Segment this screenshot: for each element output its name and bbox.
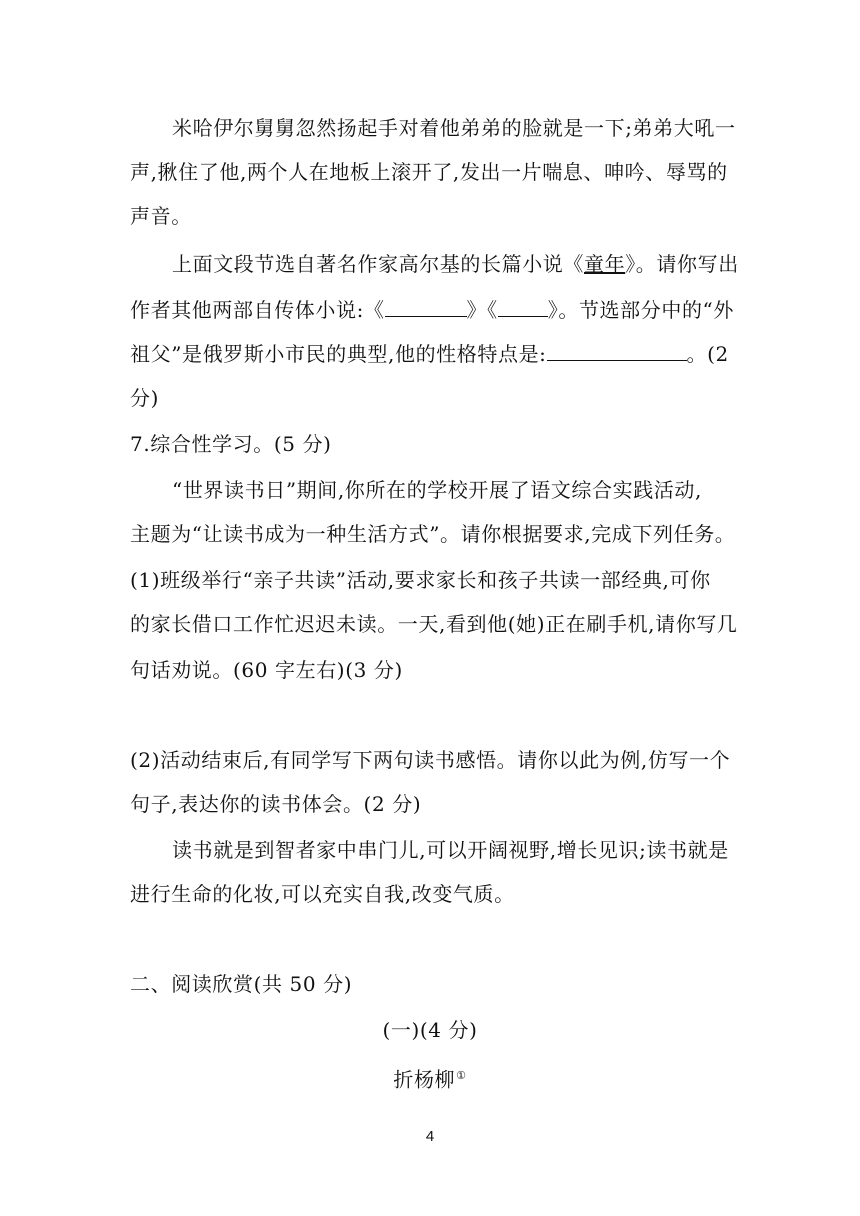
- passage-line-1: 米哈伊尔舅舅忽然扬起手对着他弟弟的脸就是一下;弟弟大吼一: [172, 116, 736, 140]
- answer-blank-novel-2[interactable]: [498, 298, 548, 317]
- q6-text: 。(2: [686, 342, 729, 366]
- poem-title: [0, 1062, 860, 1094]
- example-line-1: 读书就是到智者家中串门儿,可以开阔视野,增长见识;读书就是: [172, 838, 729, 862]
- q7-heading: 7.综合性学习。(5 分): [130, 432, 332, 456]
- q7-task1-line-3: 句话劝说。(60 字左右)(3 分): [130, 658, 403, 682]
- q7-task2-line-2: 句子,表达你的读书体会。(2 分): [130, 792, 422, 816]
- answer-blank-character-trait[interactable]: [547, 342, 687, 361]
- section2-subheading: (一)(4 分): [382, 1018, 478, 1042]
- q7-task1-line-2: 的家长借口工作忙迟迟未读。一天,看到他(她)正在刷手机,请你写几: [130, 612, 738, 636]
- poem-title-text: 折杨柳: [393, 1067, 456, 1092]
- q7-intro-line-2: 主题为“让读书成为一种生活方式”。请你根据要求,完成下列任务。: [130, 522, 736, 546]
- footnote-marker: ①: [456, 1069, 467, 1082]
- q6-text: 上面文段节选自著名作家高尔基的长篇小说《: [172, 252, 584, 276]
- q7-task1-line-1: (1)班级举行“亲子共读”活动,要求家长和孩子共读一部经典,可你: [130, 568, 711, 592]
- page-number: 4: [425, 1128, 435, 1145]
- section2-heading: 二、阅读欣赏(共 50 分): [130, 972, 353, 996]
- example-line-2: 进行生命的化妆,可以充实自我,改变气质。: [130, 882, 515, 906]
- q6-text: 作者其他两部自传体小说:《: [130, 298, 385, 322]
- q6-text: 》。请你写出: [625, 252, 739, 276]
- q6-line-3: [130, 340, 729, 368]
- answer-blank-novel-1[interactable]: [385, 298, 467, 317]
- q6-line-1: [172, 250, 739, 278]
- q6-line-4: 分): [130, 386, 160, 410]
- q6-text: 》《: [466, 298, 498, 322]
- passage-line-3: 声音。: [130, 204, 192, 228]
- q6-line-2: [130, 296, 734, 324]
- q7-task2-line-1: (2)活动结束后,有同学写下两句读书感悟。请你以此为例,仿写一个: [130, 748, 731, 772]
- book-title-tongnian: 童年: [584, 252, 626, 276]
- q7-intro-line-1: “世界读书日”期间,你所在的学校开展了语文综合实践活动,: [172, 478, 702, 502]
- q6-text: 祖父”是俄罗斯小市民的典型,他的性格特点是:: [130, 342, 547, 366]
- passage-line-2: 声,揪住了他,两个人在地板上滚开了,发出一片喘息、呻吟、辱骂的: [130, 160, 728, 184]
- q6-text: 》。节选部分中的“外: [547, 298, 734, 322]
